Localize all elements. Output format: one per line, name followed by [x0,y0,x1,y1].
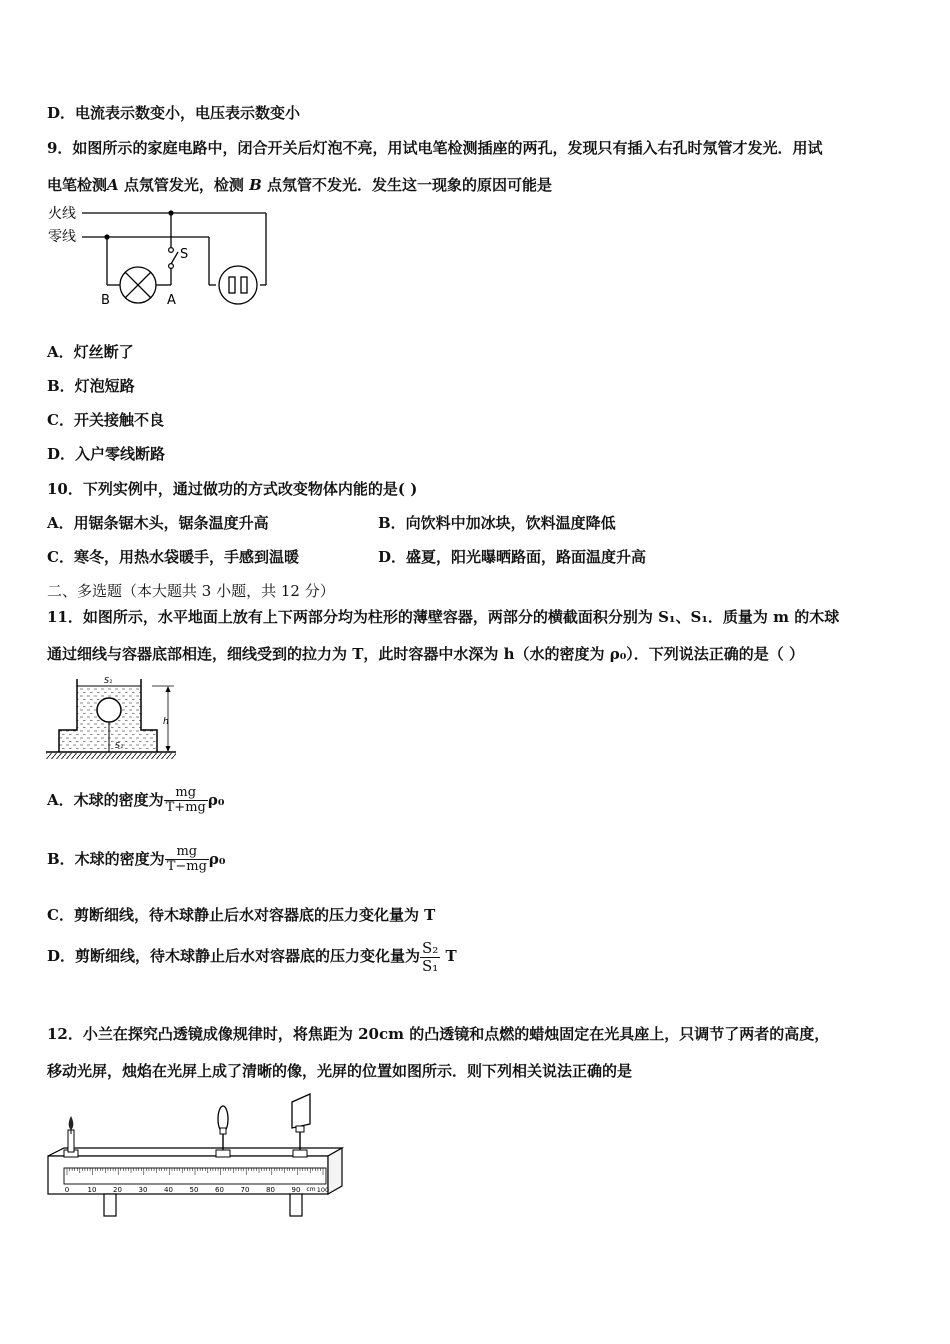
q11-option-d-text: D．剪断细线，待木球静止后水对容器底的压力变化量为 [47,947,421,965]
q11-option-a-fraction [164,786,208,816]
q11-option-d [47,940,457,974]
household-circuit-diagram [44,200,276,310]
q9-option-b: B．灯泡短路 [47,377,135,395]
ruler-label-60: 60 [215,1186,224,1194]
q11-option-d-denominator: S₁ [422,956,439,975]
section-heading: 二、多选题（本大题共 3 小题，共 12 分） [47,582,335,600]
point-a-label: A [167,293,176,308]
fire-wire-label: 火线 [48,206,76,222]
bench-leg-left [104,1194,116,1216]
q10-option-b: B．向饮料中加冰块，饮料温度降低 [378,514,616,532]
q11-option-b-denominator: T−mg [166,859,207,875]
ground-hatch [46,753,176,759]
switch-icon [169,248,178,269]
container-diagram [44,672,180,764]
socket-icon [219,266,257,304]
q11-option-a [47,786,224,816]
q10-option-a: A．用锯条锯木头，锯条温度升高 [47,514,269,532]
q11-option-b-text: B．木球的密度为 [47,849,165,868]
label-s-top: S₁ [104,676,113,685]
q11-option-b-rho: ρ₀ [208,849,226,868]
q11-stem-line2: 通过细线与容器底部相连，细线受到的拉力为 T，此时容器中水深为 h（水的密度为 ρ₀）．下列说法正确的是（ ） [47,645,805,663]
ruler-label-70: 70 [240,1186,250,1194]
q11-stem-line1: 11．如图所示，水平地面上放有上下两部分均为柱形的薄壁容器，两部分的横截面积分别为 S₁、S₁．质量为 m 的木球 [47,608,840,626]
ruler-label-20: 20 [113,1186,122,1194]
candle-icon [64,1116,78,1157]
q9-stem-line2 [47,174,552,195]
q11-option-a-rho: ρ₀ [207,790,225,809]
ruler-label-0: 0 [64,1186,70,1194]
q9-option-d: D．入户零线断路 [47,445,166,463]
q10-option-d: D．盛夏，阳光曝晒路面，路面温度升高 [378,548,647,566]
q8-option-d: D．电流表示数变小，电压表示数变小 [47,104,301,122]
switch-label: S [180,247,189,262]
q11-option-a-numerator: mg [175,785,197,800]
q10-stem: 10．下列实例中，通过做功的方式改变物体内能的是( ) [47,480,418,498]
q10-option-c: C．寒冬，用热水袋暖手，手感到温暖 [47,548,299,566]
q11-option-d-suffix: T [445,947,457,965]
optical-bench-diagram [40,1090,350,1222]
label-h: h [163,717,169,727]
ruler-label-40: 40 [164,1186,173,1194]
lamp-icon [120,267,156,303]
ruler-unit: cm [306,1186,316,1193]
q11-option-b [47,845,225,875]
q12-stem-line1: 12．小兰在探究凸透镜成像规律时，将焦距为 20cm 的凸透镜和点燃的蜡烛固定在光具座上，只调节了两者的高度， [47,1025,830,1043]
q9-point-a: A [107,176,119,194]
label-s-bottom: S₁ [115,741,124,750]
q11-option-c: C．剪断细线，待木球静止后水对容器底的压力变化量为 T [47,906,436,924]
ruler-label-90: 90 [291,1186,301,1194]
wooden-ball [97,698,121,722]
q11-option-d-numerator: S₂ [422,939,439,957]
q9-option-c: C．开关接触不良 [47,411,164,429]
q11-option-b-fraction [165,845,209,875]
q11-option-d-fraction [420,940,440,974]
ruler-label-10: 10 [87,1186,97,1194]
q12-stem-line2: 移动光屏，烛焰在光屏上成了清晰的像，光屏的位置如图所示．则下列相关说法正确的是 [47,1062,633,1080]
ruler-label-30: 30 [138,1186,148,1194]
q11-option-a-text: A．木球的密度为 [47,790,164,809]
q11-option-b-numerator: mg [176,844,198,859]
q9-stem-line1: 9．如图所示的家庭电路中，闭合开关后灯泡不亮，用试电笔检测插座的两孔，发现只有插入右孔时氖管才发光．用试 [47,139,823,157]
ruler-label-100: 100 [316,1186,330,1194]
q9-option-a: A．灯丝断了 [47,343,134,361]
q11-option-a-denominator: T+mg [165,800,206,816]
q9-stem-part2: 点氖管发光，检测 [118,176,250,194]
q9-point-b: B [249,176,262,194]
q9-stem-part3: 点氖管不发光．发生这一现象的原因可能是 [261,176,553,194]
point-b-label: B [101,293,110,308]
zero-wire-label: 零线 [48,229,76,245]
ruler-label-50: 50 [189,1186,199,1194]
ruler-label-80: 80 [266,1186,275,1194]
bench-leg-right [290,1194,302,1216]
q9-stem-part1: 电笔检测 [47,176,108,194]
